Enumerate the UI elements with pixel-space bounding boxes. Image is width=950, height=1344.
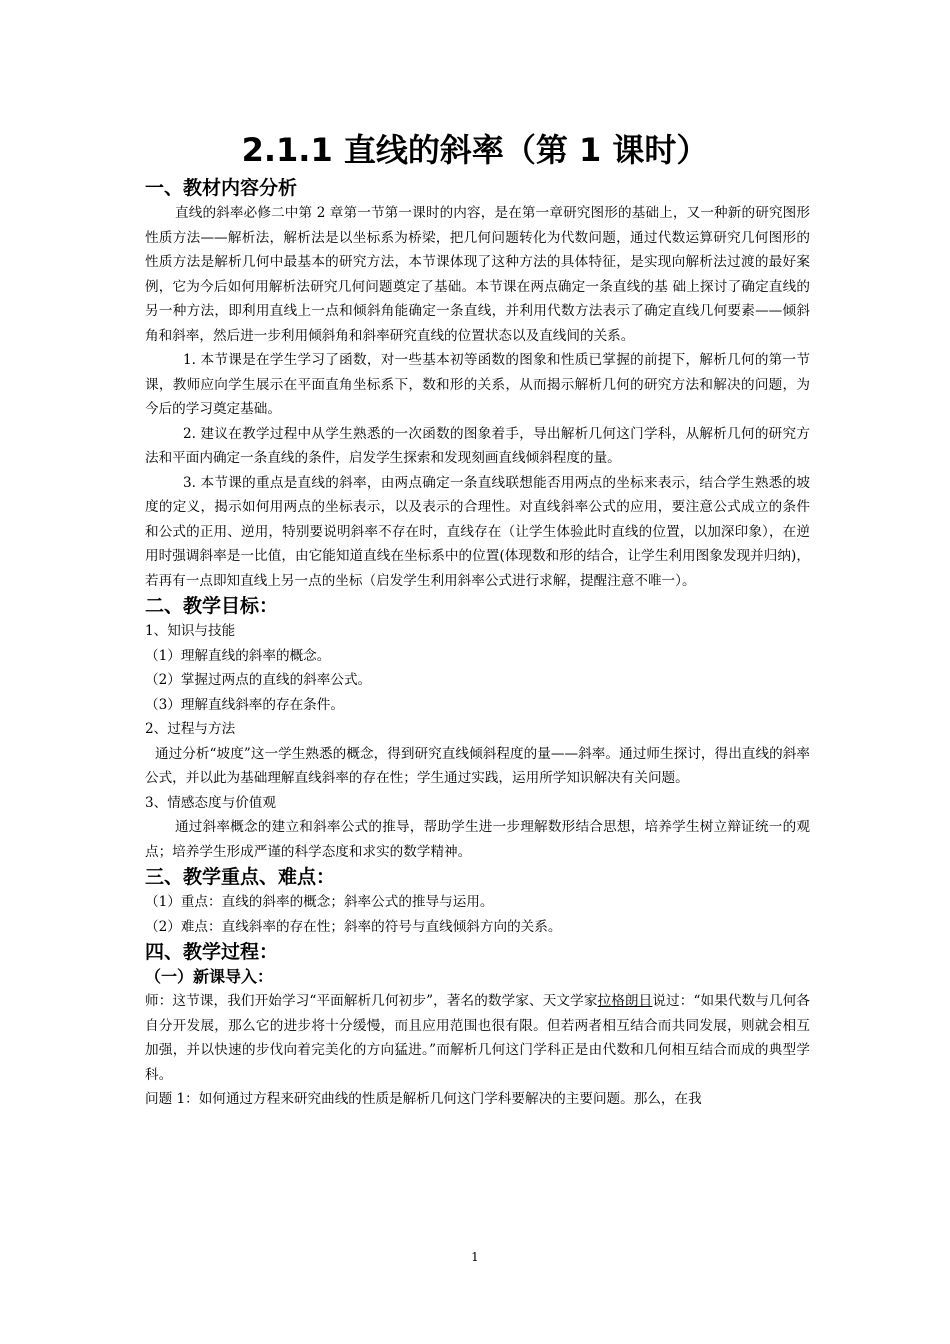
key-point-item: （1）重点：直线的斜率的概念；斜率公式的推导与运用。 <box>145 894 494 910</box>
goal-knowledge-title: 1、知识与技能 <box>145 623 236 639</box>
paragraph-teacher-intro <box>145 989 810 1087</box>
section-heading-teaching-process: 四、教学过程： <box>145 941 279 963</box>
section-heading-teaching-goals: 二、教学目标： <box>145 595 279 617</box>
goal-knowledge-item-1: （1）理解直线的斜率的概念。 <box>145 647 331 664</box>
paragraph-point-3: 3. 本节课的重点是直线的斜率，由两点确定一条直线联想能否用两点的坐标来表示，结合学生熟悉的坡度的定义，揭示如何用两点的坐标表示，以及表示的合理性。对直线斜率公式的应用，要注意公式成立的条件和公式的正用、逆用，特别要说明斜率不存在时，直线存在（让学生体验此时直线的位置，以加深印象），在逆用时强调斜率是一比值，由它能知道直线在坐标系中的位置(体现数和形的结合，让学生利用图象发现并归纳)，若再有一点即知直线上另一点的坐标（启发学生利用斜率公式进行求解，提醒注意不唯一）。 <box>145 474 810 589</box>
goal-knowledge-item-3: （3）理解直线斜率的存在条件。 <box>145 696 344 713</box>
lagrange-link[interactable]: 拉格朗日 <box>597 993 653 1009</box>
goal-emotion-title: 3、情感态度与价值观 <box>145 794 276 811</box>
intro-text-before: 师：这节课，我们开始学习“平面解析几何初步”，著名的数学家、天文学家 <box>145 993 598 1009</box>
paragraph-overview: 直线的斜率必修二中第 2 章第一节第一课时的内容，是在第一章研究图形的基础上，又一种新的研究图形性质方法——解析法，解析法是以坐标系为桥梁，把几何问题转化为代数问题，通过代数运算研究几何图形的性质方法是解析几何中最基本的研究方法，本节课体现了这种方法的具体特征，是实现向解析法过渡的最好案例，它为今后如何用解析法研究几何问题奠定了基础。本节课在两点确定一条直线的基 础上探讨了确定直线的另一种方法，即利用直线上一点和倾斜角能确定一条直线，并利用代数方法表示了确定直线几何要素——倾斜角和斜率，然后进一步利用倾斜角和斜率研究直线的位置状态以及直线间的关系。 <box>145 205 810 344</box>
goal-emotion-text: 通过斜率概念的建立和斜率公式的推导，帮助学生进一步理解数形结合思想，培养学生树立辩证统一的观点；培养学生形成严谨的科学态度和求实的数学精神。 <box>145 819 810 860</box>
document-title: 2.1.1 直线的斜率（第 1 课时） <box>241 131 709 169</box>
difficult-point-item: （2）难点：直线斜率的存在性；斜率的符号与直线倾斜方向的关系。 <box>145 918 562 935</box>
goal-process-title: 2、过程与方法 <box>145 721 236 737</box>
goal-knowledge-item-2: （2）掌握过两点的直线的斜率公式。 <box>145 672 372 688</box>
page-number: 1 <box>471 1250 479 1264</box>
paragraph-point-1: 1. 本节课是在学生学习了函数，对一些基本初等函数的图象和性质已掌握的前提下，解析几何的第一节课，教师应向学生展示在平面直角坐标系下，数和形的关系，从而揭示解析几何的研究方法和解决的问题，为今后的学习奠定基础。 <box>145 352 810 417</box>
paragraph-question-1: 问题 1：如何通过方程来研究曲线的性质是解析几何这门学科要解决的主要问题。那么，在我 <box>145 1091 702 1107</box>
intro-text-after: 说过：“如果代数与几何各自分开发展，那么它的进步将十分缓慢，而且应用范围也很有限。但若两者相互结合而共同发展，则就会相互加强，并以快速的步伐向着完美化的方向猛进。”而解析几何这门学科正是由代数和几何相互结合而成的典型学科。 <box>145 993 810 1083</box>
document-body <box>145 175 810 1112</box>
section-heading-material-analysis: 一、教材内容分析 <box>145 177 298 199</box>
section-heading-key-points: 三、教学重点、难点： <box>145 866 336 888</box>
goal-process-text: 通过分析“坡度”这一学生熟悉的概念，得到研究直线倾斜程度的量——斜率。通过师生探讨，得出直线的斜率公式，并以此为基础理解直线斜率的存在性；学生通过实践，运用所学知识解决有关问题。 <box>145 745 810 786</box>
paragraph-point-2: 2. 建议在教学过程中从学生熟悉的一次函数的图象着手，导出解析几何这门学科，从解析几何的研究方法和平面内确定一条直线的条件，启发学生探索和发现刻画直线倾斜程度的量。 <box>145 425 810 466</box>
subsection-heading-introduction: （一）新课导入： <box>145 967 274 986</box>
